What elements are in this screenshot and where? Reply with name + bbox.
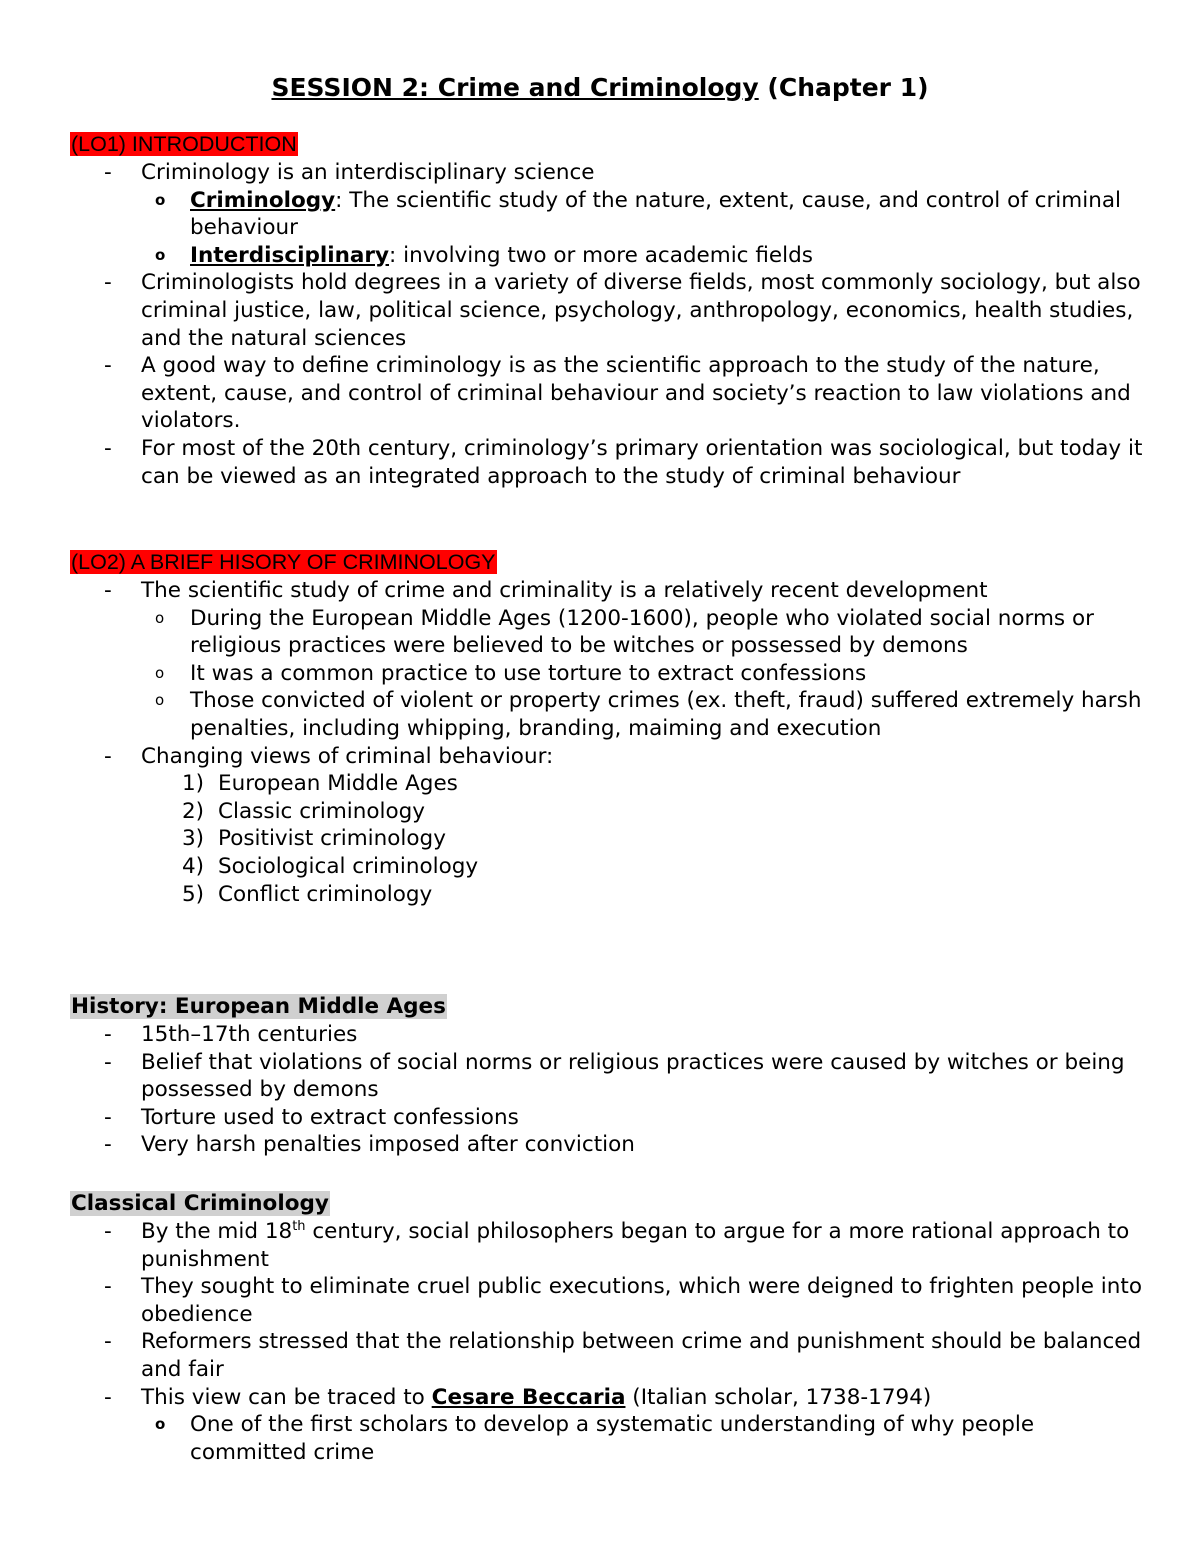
list-item-text: century, social philosophers began to argue for a more rational approach to punishment bbox=[141, 1219, 1130, 1272]
list-item-text: Those convicted of violent or property crimes (ex. theft, fraud) suffered extremely harsh penalties, including whipping, branding, maiming and execution bbox=[190, 688, 1142, 741]
dash-marker: - bbox=[104, 1104, 112, 1130]
list-item bbox=[0, 269, 1150, 352]
list-item-text: Belief that violations of social norms or religious practices were caused by witches or being possessed by demons bbox=[141, 1049, 1125, 1103]
list-item-text: Torture used to extract confessions bbox=[141, 1104, 519, 1130]
term-definition: : involving two or more academic fields bbox=[389, 242, 813, 268]
classical-heading: Classical Criminology bbox=[71, 1191, 329, 1216]
dash-marker: - bbox=[104, 743, 112, 769]
number-marker: 2) bbox=[182, 798, 205, 824]
bullet-marker: o bbox=[155, 190, 166, 209]
dash-marker: - bbox=[104, 1049, 112, 1075]
list-item bbox=[0, 1328, 1150, 1383]
list-item-text: Classic criminology bbox=[218, 798, 426, 824]
section-lo2 bbox=[70, 548, 1150, 908]
superscript: th bbox=[292, 1218, 306, 1234]
list-item-text: Conflict criminology bbox=[218, 881, 433, 907]
bullet-marker: o bbox=[155, 245, 166, 264]
list-item bbox=[0, 187, 1150, 242]
bullet-marker: o bbox=[155, 691, 165, 710]
dash-marker: - bbox=[104, 435, 112, 461]
dash-marker: - bbox=[104, 1384, 112, 1410]
term-criminology: Criminology bbox=[190, 187, 336, 213]
list-item bbox=[0, 1218, 1150, 1273]
number-marker: 1) bbox=[182, 771, 205, 797]
list-item-text: During the European Middle Ages (1200-1600), people who violated social norms or religious practices were believed to be witches or possessed by demons bbox=[190, 605, 1094, 659]
numbered-item bbox=[0, 798, 1150, 826]
list-item bbox=[0, 1049, 1150, 1104]
list-item-text: It was a common practice to use torture to extract confessions bbox=[190, 660, 867, 686]
term-interdisciplinary: Interdisciplinary bbox=[190, 242, 390, 268]
title-chapter: (Chapter 1) bbox=[758, 73, 929, 102]
dash-marker: - bbox=[104, 1022, 112, 1047]
dash-marker: - bbox=[104, 578, 112, 603]
dash-marker: - bbox=[104, 1274, 112, 1300]
section-middle-ages bbox=[70, 993, 1150, 1159]
list-item-text: (Italian scholar, 1738-1794) bbox=[625, 1384, 932, 1410]
list-item bbox=[0, 1384, 1150, 1412]
list-item-text: Sociological criminology bbox=[218, 853, 479, 879]
list-item-text: Very harsh penalties imposed after conviction bbox=[141, 1132, 635, 1158]
lo1-heading: (LO1) INTRODUCTION bbox=[71, 132, 297, 156]
dash-marker: - bbox=[104, 353, 112, 379]
beccaria-name: Cesare Beccaria bbox=[431, 1384, 626, 1410]
dash-marker: - bbox=[104, 270, 112, 296]
dash-marker: - bbox=[104, 1219, 112, 1244]
list-item bbox=[0, 1273, 1150, 1328]
list-item bbox=[0, 435, 1150, 490]
list-item-text: This view can be traced to bbox=[141, 1384, 432, 1410]
page-title bbox=[0, 72, 1200, 104]
list-item-text: By the mid 18 bbox=[141, 1219, 293, 1244]
number-marker: 5) bbox=[182, 881, 205, 907]
list-item bbox=[0, 1104, 1150, 1132]
list-item-text: Changing views of criminal behaviour: bbox=[141, 743, 554, 769]
bullet-marker: o bbox=[155, 608, 165, 627]
dash-marker: - bbox=[104, 1329, 112, 1355]
list-item bbox=[0, 1411, 1150, 1466]
list-item-text: A good way to define criminology is as the scientific approach to the study of the nature, extent, cause, and control of criminal behaviour and society’s reaction to law violations and violators. bbox=[141, 353, 1131, 434]
section-classical bbox=[70, 1190, 1150, 1466]
middle-ages-heading: History: European Middle Ages bbox=[71, 994, 446, 1019]
dash-marker: - bbox=[104, 1132, 112, 1158]
term-definition: : The scientific study of the nature, extent, cause, and control of criminal behaviour bbox=[190, 187, 1121, 241]
list-item bbox=[0, 352, 1150, 435]
list-item-text: Positivist criminology bbox=[218, 826, 446, 852]
list-item bbox=[0, 1131, 1150, 1159]
section-lo1 bbox=[70, 130, 1150, 490]
lo2-heading: (LO2) A BRIEF HISORY OF CRIMINOLOGY bbox=[71, 550, 496, 574]
list-item bbox=[0, 687, 1150, 742]
numbered-item bbox=[0, 770, 1150, 798]
list-item-text: Reformers stressed that the relationship between crime and punishment should be balanced and fair bbox=[141, 1329, 1142, 1382]
list-item-text: The scientific study of crime and criminality is a relatively recent development bbox=[141, 578, 988, 603]
list-item bbox=[0, 242, 1150, 270]
list-item-text: For most of the 20th century, criminology’s primary orientation was sociological, but today it can be viewed as an integrated approach to the study of criminal behaviour bbox=[141, 435, 1143, 489]
numbered-item bbox=[0, 881, 1150, 909]
list-item-text: Criminologists hold degrees in a variety of diverse fields, most commonly sociology, but also criminal justice, law, political science, psychology, anthropology, economics, health studies, and the natural sciences bbox=[141, 270, 1141, 351]
bullet-marker: o bbox=[155, 1415, 166, 1434]
title-main: SESSION 2: Crime and Criminology bbox=[271, 73, 759, 102]
list-item-text: One of the first scholars to develop a systematic understanding of why people committed crime bbox=[190, 1412, 1035, 1465]
list-item bbox=[0, 159, 1150, 187]
list-item-text: They sought to eliminate cruel public executions, which were deigned to frighten people into obedience bbox=[141, 1274, 1142, 1327]
list-item bbox=[0, 577, 1150, 605]
numbered-item bbox=[0, 825, 1150, 853]
number-marker: 4) bbox=[182, 853, 205, 879]
list-item-text: 15th–17th centuries bbox=[141, 1022, 358, 1047]
list-item bbox=[0, 743, 1150, 771]
number-marker: 3) bbox=[182, 826, 205, 852]
list-item bbox=[0, 1021, 1150, 1049]
list-item-text: European Middle Ages bbox=[218, 771, 458, 797]
bullet-marker: o bbox=[155, 663, 165, 682]
list-item bbox=[0, 605, 1150, 660]
list-item bbox=[0, 660, 1150, 688]
numbered-item bbox=[0, 853, 1150, 881]
list-item-text: Criminology is an interdisciplinary science bbox=[141, 160, 595, 185]
dash-marker: - bbox=[104, 160, 112, 185]
